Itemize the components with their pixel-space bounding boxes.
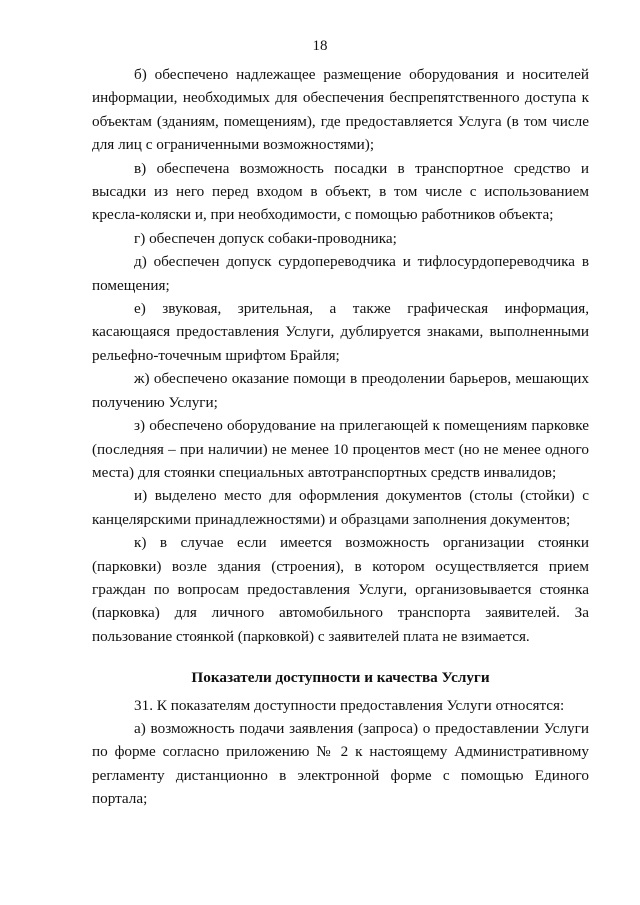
section-heading: Показатели доступности и качества Услуги [191, 669, 490, 687]
paragraph-a: а) возможность подачи заявления (запроса) о предоставлении Услуги по форме согласно приложению № 2 к настоящему Административному регламенту дистанционно в электронной форме с помощью Единого портала; [92, 719, 589, 808]
paragraph-g: г) обеспечен допуск собаки-проводника; [134, 229, 397, 247]
paragraph-v: в) обеспечена возможность посадки в транспортное средство и высадки из него перед входом в объект, в том числе с использованием кресла-коляски и, при необходимости, с помощью работников объекта; [92, 159, 589, 224]
paragraph-e: е) звуковая, зрительная, а также графическая информация, касающаяся предоставления Услуги, дублируется знаками, выполненными рельефно-точечным шрифтом Брайля; [92, 300, 589, 364]
paragraph-i: и) выделено место для оформления документов (столы (стойки) с канцелярскими принадлежностями) и образцами заполнения документов; [92, 487, 589, 528]
paragraph-z: з) обеспечено оборудование на прилегающей к помещениям парковке (последняя – при наличии) не менее 10 процентов мест (но не менее одного места) для стоянки специальных автотранспортных средств инвалидов; [92, 417, 589, 481]
paragraph-k: к) в случае если имеется возможность организации стоянки (парковки) возле здания (строения), в котором осуществляется прием граждан по вопросам предоставления Услуги, организовывается стоянка (парковка) для личного автомобильного транспорта заявителей. За пользование стоянкой (парковкой) с заявителей плата не взимается. [92, 534, 589, 645]
paragraph-b: б) обеспечено надлежащее размещение оборудования и носителей информации, необходимых для обеспечения беспрепятственного доступа к объектам (зданиям, помещениям), где предоставляется Услуга (в том числе для лиц с ограниченными возможностями); [92, 66, 589, 154]
document-body [92, 63, 589, 811]
paragraph-d: д) обеспечен допуск сурдопереводчика и тифлосурдопереводчика в помещения; [92, 253, 589, 294]
paragraph-31: 31. К показателям доступности предоставления Услуги относятся: [134, 696, 565, 714]
paragraph-zh: ж) обеспечено оказание помощи в преодолении барьеров, мешающих получению Услуги; [92, 370, 589, 411]
page-number: 18 [312, 38, 328, 54]
